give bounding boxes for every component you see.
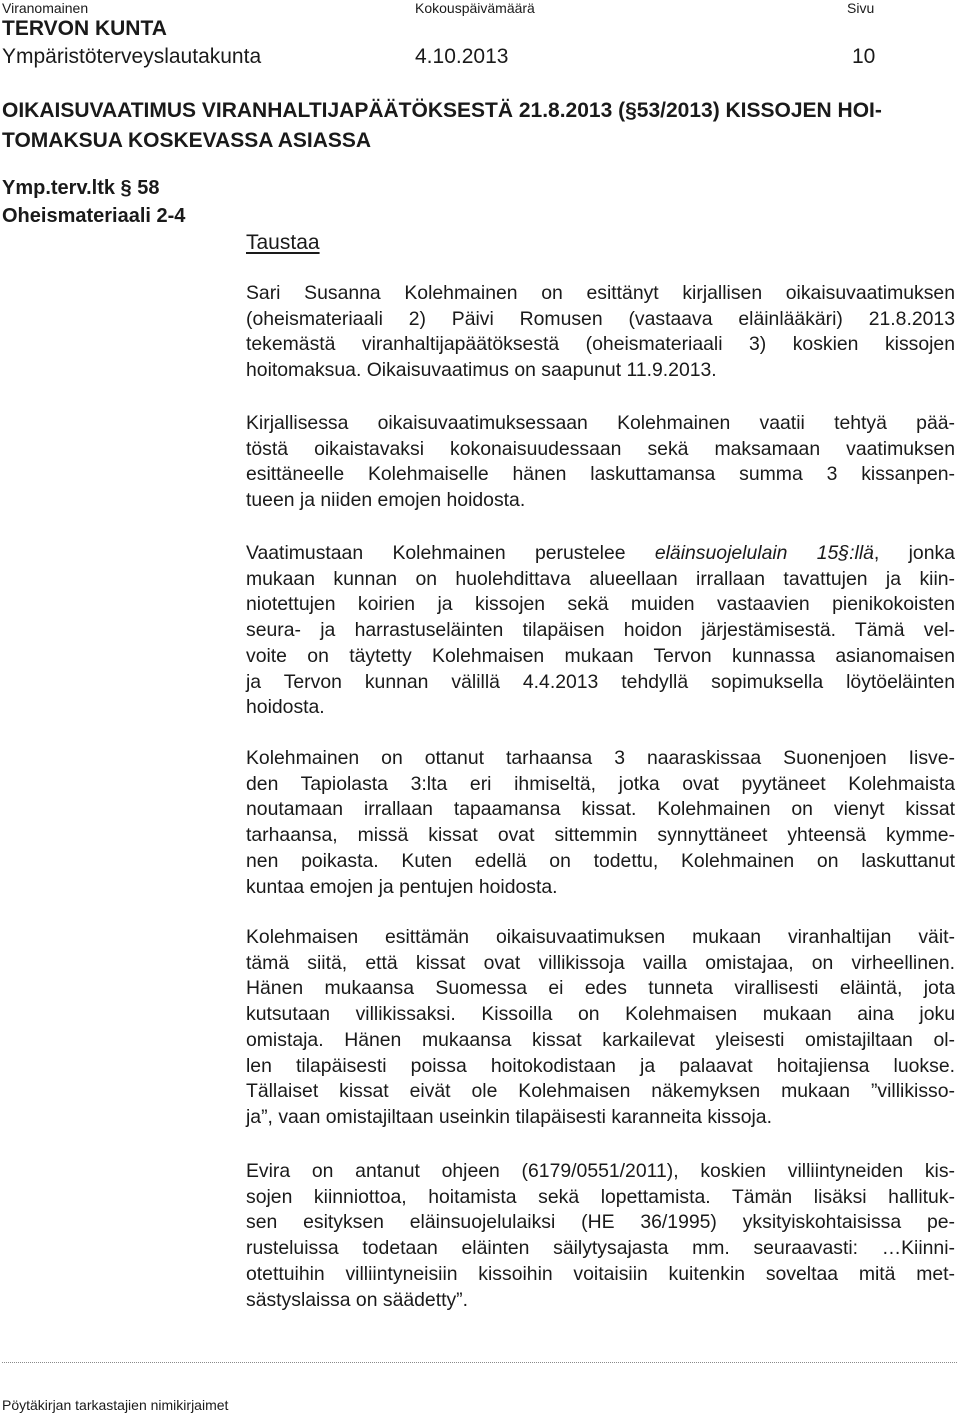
paragraph-line: nen poikasta. Kuten edellä on todettu, Kolehmainen on laskuttanut (246, 849, 955, 872)
paragraph-line: tämä siitä, että kissat ovat villikissoja vailla omistajaa, on virheellinen. (246, 951, 955, 974)
meeting-date-label: Kokouspäivämäärä (415, 0, 535, 16)
page-number: 10 (852, 45, 876, 68)
paragraph-line: Kirjallisessa oikaisuvaatimuksessaan Kolehmainen vaatii tehtyä pää- (246, 412, 955, 434)
paragraph-line: (oheismateriaali 2) Päivi Romusen (vastaava eläinlääkäri) 21.8.2013 (246, 307, 955, 330)
paragraph-line: len tilapäisesti poissa hoitokodistaan ja palaavat hoitajiensa luokse. (246, 1054, 955, 1077)
paragraph-line: ja Tervon kunnan välillä 4.4.2013 tehdyllä sopimuksella löytöeläinten (246, 670, 955, 693)
paragraph (246, 1159, 955, 1313)
paragraph (246, 281, 955, 384)
paragraph-line (246, 541, 955, 567)
paragraph-line: hoitomaksua. Oikaisuvaatimus on saapunut 11.9.2013. (246, 359, 717, 382)
board-name: Ympäristöterveyslautakunta (2, 45, 262, 68)
paragraph (246, 541, 955, 721)
page-label: Sivu (847, 0, 875, 16)
paragraph-line: Evira on antanut ohjeen (6179/0551/2011), koskien villiintyneiden kis- (246, 1160, 955, 1182)
paragraph-line: otettuihin villiintyneisiin kissoihin voitaisiin kuitenkin soveltaa mitä met- (246, 1262, 955, 1285)
paragraph-line: töstä oikaistavaksi kokonaisuudessaan sekä maksamaan vaatimuksen (246, 437, 955, 460)
paragraph-line: omistaja. Hänen mukaansa kissat karkailevat yleisesti omistajiltaan ol- (246, 1028, 955, 1051)
paragraph-line: niotettujen koirien ja kissojen sekä muiden vastaavien pienikokoisten (246, 593, 955, 616)
paragraph-line: seura- ja harrastuseläinten tilapäisen hoidon järjestämisestä. Tämä vel- (246, 619, 955, 642)
paragraph-line: kuntaa emojen ja pentujen hoidosta. (246, 875, 558, 898)
paragraph-text: , jonka (873, 542, 955, 564)
section-reference: Ymp.terv.ltk § 58 (2, 177, 160, 199)
paragraph-line: tueen ja niiden emojen hoidosta. (246, 489, 526, 512)
paragraph (246, 925, 955, 1131)
meeting-date: 4.10.2013 (415, 45, 509, 68)
title-line: TOMAKSUA KOSKEVASSA ASIASSA (2, 129, 372, 152)
signature-initials-label: Pöytäkirjan tarkastajien nimikirjaimet (2, 1397, 229, 1413)
paragraph-line: Kolehmaisen esittämän oikaisuvaatimuksen mukaan viranhaltijan väit- (246, 926, 955, 948)
paragraph (246, 411, 955, 514)
paragraph-text: Vaatimustaan Kolehmainen perustelee (246, 542, 655, 564)
paragraph-line: sojen kiinniottoa, hoitamista sekä lopettamista. Tämän lisäksi hallituk- (246, 1185, 955, 1208)
paragraph-line: noutamaan irrallaan tapaamansa kissat. Kolehmainen on vienyt kissat (246, 798, 955, 821)
paragraph-line: mukaan kunnan on huolehdittava alueellaan irrallaan tavattujen ja kiin- (246, 567, 955, 590)
paragraph-line: sästyslaissa on säädetty”. (246, 1288, 469, 1311)
paragraph-line: esittäneelle Kolehmaiselle hänen laskuttamansa summa 3 kissanpen- (246, 463, 955, 486)
paragraph-line: den Tapiolasta 3:lta eri ihmiseltä, jotka ovat pyytäneet Kolehmaista (246, 772, 955, 795)
paragraph-line: kutsutaan villikissaksi. Kissoilla on Kolehmaisen mukaan aina joku (246, 1003, 955, 1026)
paragraph-line: Tällaiset kissat eivät ole Kolehmaisen näkemyksen mukaan ”villikisso- (246, 1080, 955, 1103)
paragraph-line: Kolehmainen on ottanut tarhaansa 3 naaraskissaa Suonenjoen Iisve- (246, 747, 955, 769)
title-line: OIKAISUVAATIMUS VIRANHALTIJAPÄÄTÖKSESTÄ 21.8.2013 (§53/2013) KISSOJEN HOI- (2, 99, 882, 122)
paragraph-line: Hänen mukaansa Suomessa ei edes tunneta virallisesti eläintä, jota (246, 977, 955, 1000)
paragraph-line: tekemästä viranhaltijapäätöksestä (oheismateriaali 3) koskien kissojen (246, 333, 955, 356)
section-heading: Taustaa (246, 231, 320, 254)
paragraph (246, 746, 955, 900)
footer-divider (2, 1362, 957, 1363)
law-reference: eläinsuojelulain 15§:llä (654, 542, 874, 564)
document-title (2, 96, 957, 156)
paragraph-line: rusteluissa todetaan eläinten säilytysajasta mm. seuraavasti: …Kiinni- (246, 1237, 955, 1260)
paragraph-line: hoidosta. (246, 696, 325, 719)
paragraph-line: sen esityksen eläinsuojelulaiksi (HE 36/1995) yksityiskohtaisissa pe- (246, 1211, 955, 1234)
attachments-reference: Oheismateriaali 2-4 (2, 205, 186, 227)
municipality-name: TERVON KUNTA (2, 17, 167, 40)
paragraph-line: tarhaansa, missä kissat ovat sittemmin synnyttäneet yhteensä kymme- (246, 824, 955, 847)
paragraph-line: Sari Susanna Kolehmainen on esittänyt kirjallisen oikaisuvaatimuksen (246, 282, 955, 304)
paragraph-line: ja”, vaan omistajiltaan useinkin tilapäisesti karanneita kissoja. (246, 1105, 772, 1128)
authority-label: Viranomainen (2, 0, 89, 16)
paragraph-line: voite on täytetty Kolehmaisen mukaan Tervon kunnassa asianomaisen (246, 644, 955, 667)
